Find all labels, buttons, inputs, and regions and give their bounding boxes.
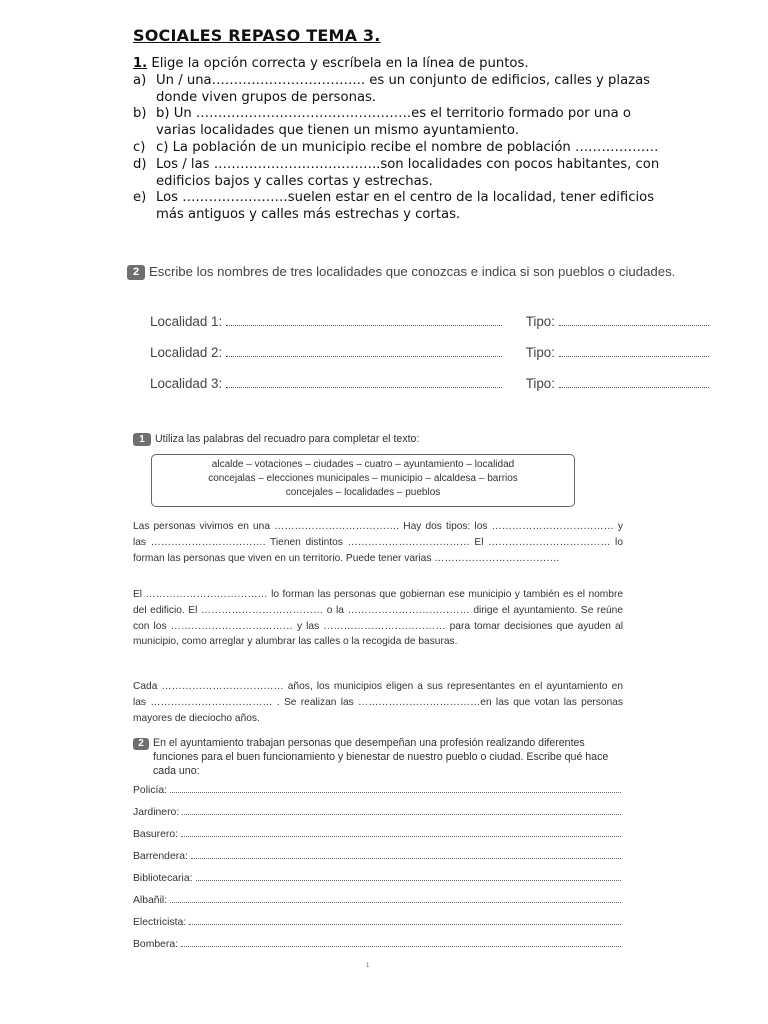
- localidad-row-1: [150, 314, 715, 329]
- job-row-bibliotecaria: [133, 872, 621, 884]
- exercise-4-header: [133, 737, 623, 778]
- job-row-jardinero: [133, 806, 621, 818]
- word-box-line: concejales – localidades – pueblos: [285, 486, 441, 498]
- item-text: Los ……………………suelen estar en el centro de la localidad, tener edificios más antiguos y calles más estrechas y cortas.: [156, 190, 655, 223]
- localidad-label: Localidad 1:: [150, 314, 223, 329]
- exercise-1-item-b: [133, 106, 663, 140]
- exercise-2-badge: 2: [127, 265, 145, 280]
- item-label: e): [133, 190, 147, 206]
- localidad-row-2: [150, 345, 715, 360]
- tipo-label: Tipo:: [525, 345, 555, 360]
- exercise-3: [133, 431, 623, 724]
- job-row-barrendera: [133, 850, 621, 862]
- word-box-line: concejalas – elecciones municipales – municipio – alcaldesa – barrios: [208, 472, 518, 484]
- item-label: d): [133, 156, 147, 172]
- exercise-1-item-c: [133, 140, 663, 157]
- exercise-4: [133, 737, 623, 950]
- job-row-policia: [133, 784, 621, 796]
- job-answer-line[interactable]: [181, 938, 621, 947]
- localidad-answer-line[interactable]: [226, 377, 502, 388]
- word-box-line: alcalde – votaciones – ciudades – cuatro – ayuntamiento – localidad: [211, 459, 515, 470]
- item-text: c) La población de un municipio recibe el nombre de población ……………….: [156, 139, 659, 155]
- item-label: c): [133, 139, 146, 155]
- word-box: [151, 454, 575, 507]
- exercise-4-instruction: En el ayuntamiento trabajan personas que desempeñan una profesión realizando diferentes funciones para el buen funcionamiento y bienestar de nuestro pueblo o ciudad. Escribe qué hace cada uno:: [153, 737, 609, 777]
- exercise-1-item-d: [133, 157, 663, 191]
- item-text: Un / una…………………………….. es un conjunto de edificios, calles y plazas donde viven grupos de personas.: [156, 72, 651, 105]
- tipo-answer-line[interactable]: [559, 377, 709, 388]
- exercise-1-instruction-text: Elige la opción correcta y escríbela en la línea de puntos.: [147, 56, 529, 71]
- job-row-albanil: [133, 894, 621, 906]
- tipo-answer-line[interactable]: [559, 315, 709, 326]
- job-answer-line[interactable]: [189, 916, 621, 925]
- exercise-1-item-e: [133, 190, 663, 224]
- page-title: SOCIALES REPASO TEMA 3.: [133, 26, 381, 45]
- exercise-3-header: [133, 431, 623, 447]
- tipo-label: Tipo:: [525, 314, 555, 329]
- localidad-label: Localidad 2:: [150, 345, 223, 360]
- page-number: 1: [366, 963, 370, 969]
- job-label: Albañil:: [133, 895, 168, 906]
- exercise-1-item-a: [133, 73, 663, 107]
- job-answer-line[interactable]: [191, 850, 621, 859]
- item-text: b) Un ………………………………………….es el territorio formado por una o varias localidades que tienen un mismo ayuntamiento.: [156, 106, 631, 139]
- paragraph-1: Las personas vivimos en una ………………………………. Hay dos tipos: los ……………………………… y las ……………………………. Tienen distintos ……………………………… El ……………………………… lo forman las personas que viven en un territorio. Puede tener varias ……………………………….: [133, 521, 623, 564]
- exercise-3-instruction: Utiliza las palabras del recuadro para completar el texto:: [155, 433, 420, 445]
- tipo-answer-line[interactable]: [559, 346, 709, 357]
- job-label: Bibliotecaria:: [133, 873, 193, 884]
- localidad-answer-line[interactable]: [226, 346, 502, 357]
- job-answer-line[interactable]: [170, 784, 621, 793]
- job-label: Electricista:: [133, 917, 187, 928]
- exercise-2-instruction: Escribe los nombres de tres localidades que conozcas e indica si son pueblos o ciudades.: [149, 264, 676, 279]
- job-label: Jardinero:: [133, 807, 180, 818]
- exercise-4-badge: 2: [133, 738, 149, 750]
- job-answer-line[interactable]: [170, 894, 621, 903]
- job-answer-line[interactable]: [182, 806, 621, 815]
- job-label: Barrendera:: [133, 851, 188, 862]
- localidad-label: Localidad 3:: [150, 376, 223, 391]
- exercise-1: [133, 56, 663, 224]
- paragraph-2: El ……………………………… lo forman las personas que gobiernan ese municipio y también es el nombre del edificio. El ……………………………… o la ……………………………… dirige el ayuntamiento. Se reúne con los ……………………………… y las ……………………………… para tomar decisiones que ayuden al municipio, como arreglar y alumbrar las calles o la recogida de basuras.: [133, 589, 623, 648]
- job-answer-line[interactable]: [181, 828, 621, 837]
- exercise-2: [127, 262, 727, 391]
- exercise-1-instruction: [133, 56, 663, 73]
- item-text: Los / las ………………………………..son localidades con pocos habitantes, con edificios bajos y calles cortas y estrechas.: [156, 156, 660, 189]
- job-label: Bombera:: [133, 939, 179, 950]
- exercise-1-number: 1.: [133, 56, 148, 71]
- tipo-label: Tipo:: [525, 376, 555, 391]
- item-label: a): [133, 72, 147, 88]
- job-label: Policía:: [133, 785, 168, 796]
- job-row-basurero: [133, 828, 621, 840]
- paragraph-3: Cada ……………………………… años, los municipios eligen a sus representantes en el ayuntamiento en las ……………………………… . Se realizan las ………………………………en las que votan las personas mayores de dieciocho años.: [133, 681, 623, 724]
- job-row-bombera: [133, 938, 621, 950]
- item-label: b): [133, 106, 147, 122]
- job-label: Basurero:: [133, 829, 179, 840]
- exercise-2-header: [127, 262, 727, 282]
- job-answer-line[interactable]: [196, 872, 622, 881]
- localidad-row-3: [150, 376, 715, 391]
- job-row-electricista: [133, 916, 621, 928]
- localidad-answer-line[interactable]: [226, 315, 502, 326]
- exercise-3-badge: 1: [133, 433, 151, 446]
